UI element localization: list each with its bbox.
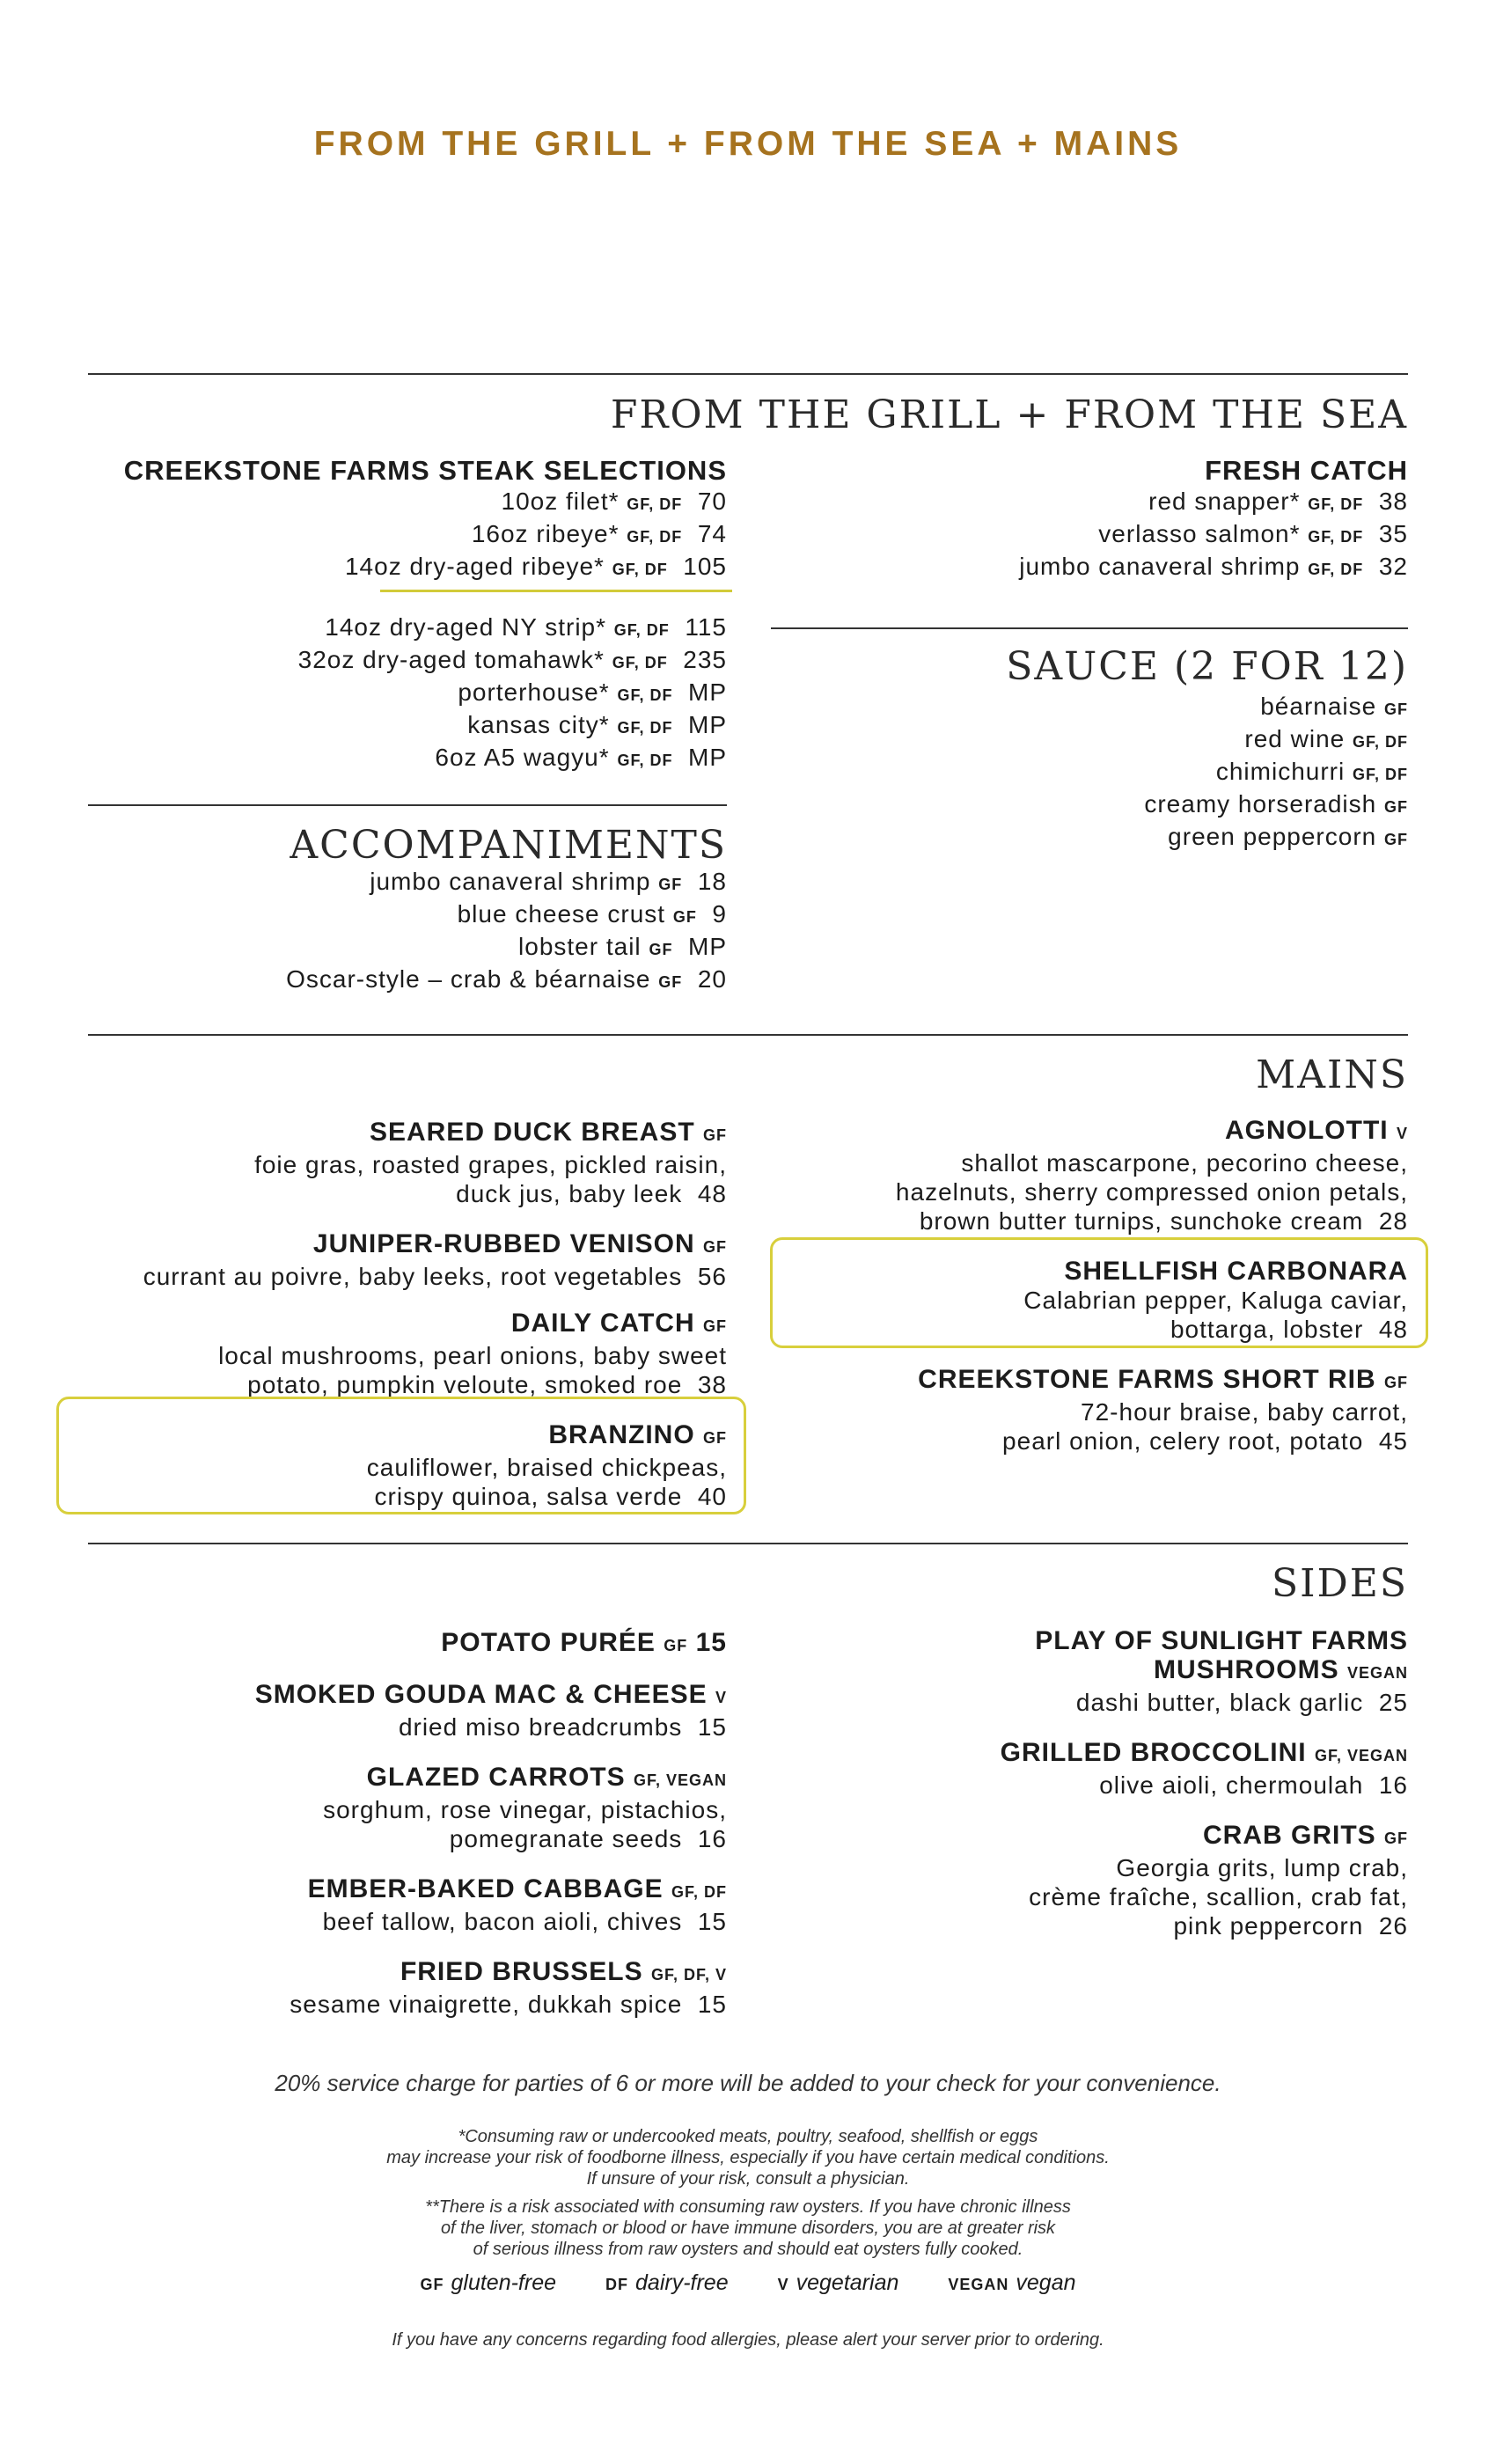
main-dish-desc-text: pearl onion, celery root, potato (1002, 1427, 1364, 1455)
accompaniment-item-price: MP (688, 933, 727, 960)
side-dish-tags: GF (664, 1637, 688, 1654)
sauce-item-name: red wine (1244, 725, 1346, 752)
side-dish-price: 15 (697, 1713, 727, 1741)
side-dish-desc (704, 1688, 1408, 1717)
main-dish-desc (704, 1206, 1408, 1236)
steak-item-tags: GF, DF (617, 752, 673, 769)
sides-rule (88, 1543, 1408, 1544)
side-dish-desc (5, 1907, 727, 1936)
main-dish-name (5, 1309, 727, 1341)
catch-item-line (739, 487, 1408, 519)
steak-item-line (5, 612, 727, 645)
side-dish-name-text: SMOKED GOUDA MAC & CHEESE (254, 1680, 708, 1709)
steak-selections (5, 456, 727, 775)
main-dish-name-text: BRANZINO (548, 1420, 695, 1449)
catch-item-tags: GF, DF (1308, 528, 1364, 546)
catch-item-line (739, 519, 1408, 552)
accompaniment-item-price: 18 (697, 868, 727, 895)
steak-list-b (5, 612, 727, 775)
side-dish (5, 1680, 727, 1742)
dietary-legend (0, 2270, 1496, 2296)
sauce-heading: SAUCE (2 FOR 12) (1006, 644, 1408, 689)
main-dish-price: 48 (1378, 1316, 1408, 1343)
steak-item-tags: GF, DF (617, 686, 673, 704)
legend-label: vegan (1016, 2270, 1076, 2295)
side-dish (5, 1628, 727, 1661)
main-dish-tags: GF (703, 1317, 727, 1335)
main-dish (704, 1365, 1408, 1456)
side-dish (704, 1626, 1408, 1717)
sauce-item-name: green peppercorn (1168, 823, 1377, 850)
legend-label: vegetarian (796, 2270, 899, 2295)
side-dish-desc-text: beef tallow, bacon aioli, chives (322, 1908, 683, 1935)
steak-item-price: MP (688, 744, 727, 771)
service-charge-note: 20% service charge for parties of 6 or more will be added to your check for your convenience. (275, 2070, 1221, 2096)
main-dish-price: 48 (697, 1180, 727, 1207)
main-dish-desc-text: crispy quinoa, salsa verde (374, 1483, 683, 1510)
sides-right-column (704, 1626, 1408, 1962)
catch-item-name: verlasso salmon* (1098, 520, 1301, 547)
steak-item-name: porterhouse* (458, 678, 610, 706)
catch-item-price: 35 (1378, 520, 1408, 547)
steak-item-price: MP (688, 711, 727, 738)
main-dish (5, 1309, 727, 1399)
sauce-item-name: béarnaise (1260, 693, 1377, 720)
sauce-item-tags: GF, DF (1353, 733, 1408, 751)
oyster-warning-line: of serious illness from raw oysters and should eat oysters fully cooked. (473, 2240, 1023, 2259)
raw-warning-line: *Consuming raw or undercooked meats, poultry, seafood, shellfish or eggs (458, 2127, 1038, 2146)
accompaniments-heading: ACCOMPANIMENTS (290, 823, 727, 868)
main-dish-desc-text: local mushrooms, pearl onions, baby sweet (218, 1342, 727, 1369)
fresh-catch (739, 456, 1408, 584)
side-dish-desc-text: olive aioli, chermoulah (1099, 1771, 1364, 1799)
steak-item-price: 74 (697, 520, 727, 547)
legend-item (948, 2270, 1075, 2295)
side-dish-name-text: GLAZED CARROTS (366, 1763, 626, 1792)
main-dish-tags: GF (703, 1238, 727, 1256)
catch-item-price: 32 (1378, 553, 1408, 580)
side-dish (704, 1738, 1408, 1800)
steak-item-line (5, 552, 727, 584)
main-dish-name-text: JUNIPER-RUBBED VENISON (312, 1229, 695, 1258)
sauce-item-line (739, 724, 1408, 757)
side-dish (5, 1957, 727, 2019)
sides-left-column (5, 1628, 727, 2040)
side-dish-name (5, 1874, 727, 1907)
steak-divider (380, 590, 732, 592)
oyster-warning-line: of the liver, stomach or blood or have immune disorders, you are at greater risk (440, 2218, 1056, 2238)
side-dish-price: 16 (1378, 1771, 1408, 1799)
sauce-item-tags: GF (1384, 798, 1408, 816)
sauce-item-line (739, 757, 1408, 789)
side-dish-desc-text: Georgia grits, lump crab, (1116, 1854, 1408, 1881)
accompaniments-list (5, 867, 727, 997)
side-dish-tags: V (715, 1689, 727, 1706)
main-dish-name-text: CREEKSTONE FARMS SHORT RIB (918, 1365, 1376, 1394)
side-dish-price: 26 (1378, 1912, 1408, 1940)
catch-item-line (739, 552, 1408, 584)
main-dish-desc-text: duck jus, baby leek (456, 1180, 683, 1207)
side-dish-tags: GF, VEGAN (1314, 1747, 1408, 1764)
legend-key: GF (420, 2276, 444, 2293)
side-dish-name (5, 1628, 727, 1661)
main-dish-name (5, 1229, 727, 1262)
main-dish-name-text: DAILY CATCH (510, 1309, 695, 1338)
main-dish-price: 28 (1378, 1207, 1408, 1235)
side-dish-name-text: CRAB GRITS (1202, 1821, 1376, 1850)
accompaniment-item-price: 20 (697, 965, 727, 993)
steak-item-line (5, 645, 727, 678)
branzino-highlight (56, 1397, 746, 1514)
main-dish-desc (5, 1370, 727, 1399)
main-dish-tags: GF (703, 1126, 727, 1144)
main-dish-desc (704, 1148, 1408, 1177)
legend-key: VEGAN (948, 2276, 1009, 2293)
raw-warning-line: may increase your risk of foodborne illness, especially if you have certain medical conditions. (386, 2148, 1110, 2167)
side-dish-name (704, 1821, 1408, 1853)
steak-heading: CREEKSTONE FARMS STEAK SELECTIONS (123, 455, 727, 486)
side-dish-price: 16 (697, 1825, 727, 1852)
sauce-item-line (739, 822, 1408, 854)
legend-key: V (777, 2276, 789, 2293)
side-dish-desc (5, 1795, 727, 1824)
main-dish-price: 45 (1378, 1427, 1408, 1455)
steak-item-tags: GF, DF (613, 621, 670, 639)
raw-warning-line: If unsure of your risk, consult a physician. (586, 2169, 910, 2189)
accompaniment-item-tags: GF (672, 908, 697, 926)
page-title: FROM THE GRILL + FROM THE SEA + MAINS (313, 125, 1183, 163)
side-dish-name (5, 1680, 727, 1712)
grill-top-rule (88, 373, 1408, 375)
main-dish-desc (5, 1341, 727, 1370)
main-dish-desc-text: Calabrian pepper, Kaluga caviar, (1023, 1287, 1408, 1314)
side-dish-desc (704, 1853, 1408, 1882)
steak-item-price: 105 (683, 553, 727, 580)
main-dish-price: 40 (697, 1483, 727, 1510)
side-dish-name-text: GRILLED BROCCOLINI (1000, 1738, 1307, 1767)
main-dish-price: 38 (697, 1371, 727, 1398)
accompaniment-item-line (5, 964, 727, 997)
accompaniment-item-tags: GF (649, 941, 673, 958)
steak-item-name: 14oz dry-aged ribeye* (344, 553, 605, 580)
steak-item-tags: GF, DF (627, 528, 683, 546)
side-dish-desc (5, 1990, 727, 2019)
accompaniment-item-line (5, 899, 727, 932)
side-dish-desc-text: dried miso breadcrumbs (398, 1713, 683, 1741)
main-dish-name (704, 1365, 1408, 1397)
main-dish (5, 1229, 727, 1291)
steak-item-name: 14oz dry-aged NY strip* (325, 613, 607, 641)
side-dish-desc (5, 1824, 727, 1853)
side-dish-desc (5, 1712, 727, 1742)
side-dish (5, 1874, 727, 1936)
side-dish-name-text: FRIED BRUSSELS (400, 1957, 643, 1986)
sauce-item-line (739, 789, 1408, 822)
main-dish-desc (704, 1426, 1408, 1456)
side-dish-tags: GF, VEGAN (633, 1771, 727, 1789)
side-dish-price: 15 (695, 1628, 727, 1657)
sauce-item-tags: GF, DF (1353, 766, 1408, 783)
side-dish (704, 1821, 1408, 1940)
side-dish-name (5, 1957, 727, 1990)
steak-list-a (5, 487, 727, 584)
steak-item-name: 32oz dry-aged tomahawk* (297, 646, 605, 673)
sides-heading: SIDES (1271, 1561, 1408, 1606)
accompaniment-item-name: blue cheese crust (457, 900, 666, 928)
accompaniments-rule (88, 804, 727, 806)
steak-item-name: kansas city* (467, 711, 610, 738)
steak-item-name: 10oz filet* (501, 488, 620, 515)
main-dish-name-text: SHELLFISH CARBONARA (1064, 1257, 1408, 1286)
main-dish-desc-text: brown butter turnips, sunchoke cream (919, 1207, 1364, 1235)
main-dish-desc (704, 1397, 1408, 1426)
main-dish-tags: V (1396, 1125, 1408, 1142)
steak-item-line (5, 519, 727, 552)
sauce-item-name: creamy horseradish (1144, 790, 1377, 818)
main-dish-desc-text: cauliflower, braised chickpeas, (366, 1454, 727, 1481)
accompaniment-item-line (5, 867, 727, 899)
main-dish-desc (5, 1179, 727, 1208)
catch-item-name: red snapper* (1148, 488, 1301, 515)
catch-item-tags: GF, DF (1308, 561, 1364, 578)
side-dish-price: 15 (697, 1908, 727, 1935)
main-dish-tags: GF (1384, 1374, 1408, 1391)
main-dish-desc-text: bottarga, lobster (1170, 1316, 1364, 1343)
accompaniment-item-tags: GF (658, 876, 683, 893)
sauce-item-tags: GF (1384, 831, 1408, 848)
steak-item-line (5, 710, 727, 743)
side-dish-desc-text: pink peppercorn (1173, 1912, 1364, 1940)
side-dish-name (704, 1626, 1408, 1655)
legend-key: DF (605, 2276, 629, 2293)
sauce-item-tags: GF (1384, 700, 1408, 718)
legend-item (420, 2270, 556, 2295)
main-dish-desc (5, 1262, 727, 1291)
catch-item-name: jumbo canaveral shrimp (1019, 553, 1301, 580)
sauce-item-name: chimichurri (1215, 758, 1346, 785)
accompaniment-item-name: jumbo canaveral shrimp (370, 868, 651, 895)
accompaniment-item-line (5, 932, 727, 964)
side-dish-name-text: POTATO PURÉE (441, 1628, 656, 1657)
main-dish-desc-text: currant au poivre, baby leeks, root vegetables (143, 1263, 683, 1290)
oyster-warning (0, 2196, 1496, 2260)
raw-food-warning (0, 2126, 1496, 2189)
side-dish-price: 25 (1378, 1689, 1408, 1716)
main-dish (704, 1116, 1408, 1236)
main-dish-tags: GF (703, 1429, 727, 1447)
steak-item-name: 16oz ribeye* (471, 520, 620, 547)
main-dish-desc-text: 72-hour braise, baby carrot, (1081, 1398, 1408, 1426)
sauce-item-line (739, 692, 1408, 724)
side-dish-desc (704, 1911, 1408, 1940)
legend-label: dairy-free (635, 2270, 729, 2295)
steak-item-line (5, 487, 727, 519)
main-dish-name-text: AGNOLOTTI (1224, 1116, 1389, 1145)
main-dish-desc (704, 1177, 1408, 1206)
main-dish (5, 1118, 727, 1208)
sauce-rule (771, 627, 1408, 629)
steak-item-tags: GF, DF (612, 654, 668, 671)
steak-item-name: 6oz A5 wagyu* (435, 744, 610, 771)
side-dish-desc-text: sesame vinaigrette, dukkah spice (290, 1991, 683, 2018)
side-dish-desc-text: dashi butter, black garlic (1075, 1689, 1364, 1716)
side-dish-tags: VEGAN (1346, 1664, 1408, 1682)
steak-item-price: 70 (697, 488, 727, 515)
main-dish-name (5, 1118, 727, 1150)
sauce-list (739, 692, 1408, 854)
steak-item-tags: GF, DF (612, 561, 668, 578)
grill-heading: FROM THE GRILL + FROM THE SEA (610, 392, 1408, 437)
side-dish-desc-text: pomegranate seeds (449, 1825, 683, 1852)
legend-item (605, 2270, 729, 2295)
oyster-warning-line: **There is a risk associated with consuming raw oysters. If you have chronic illness (425, 2197, 1071, 2217)
mains-rule (88, 1034, 1408, 1036)
side-dish-tags: GF (1384, 1830, 1408, 1847)
catch-item-tags: GF, DF (1308, 495, 1364, 513)
fresh-catch-heading: FRESH CATCH (1205, 455, 1408, 486)
accompaniment-item-name: lobster tail (518, 933, 642, 960)
steak-item-price: 115 (685, 613, 727, 641)
side-dish-name-text: MUSHROOMS (1153, 1655, 1339, 1684)
main-dish-name-text: SEARED DUCK BREAST (369, 1118, 695, 1147)
steak-item-line (5, 743, 727, 775)
side-dish-tags: GF, DF, V (650, 1966, 727, 1984)
side-dish-name-text: EMBER-BAKED CABBAGE (307, 1874, 664, 1903)
side-dish (5, 1763, 727, 1853)
main-dish-desc-text: foie gras, roasted grapes, pickled raisin, (254, 1151, 727, 1178)
side-dish-desc (704, 1882, 1408, 1911)
side-dish-price: 15 (697, 1991, 727, 2018)
side-dish-desc-text: sorghum, rose vinegar, pistachios, (323, 1796, 727, 1823)
side-dish-name (704, 1738, 1408, 1771)
side-dish-desc (704, 1771, 1408, 1800)
accompaniment-item-tags: GF (658, 973, 683, 991)
main-dish-desc-text: potato, pumpkin veloute, smoked roe (247, 1371, 683, 1398)
steak-item-tags: GF, DF (617, 719, 673, 737)
steak-item-tags: GF, DF (627, 495, 683, 513)
steak-item-line (5, 678, 727, 710)
steak-item-price: MP (688, 678, 727, 706)
catch-item-price: 38 (1378, 488, 1408, 515)
main-dish-name (704, 1116, 1408, 1148)
accompaniment-item-price: 9 (712, 900, 727, 928)
main-dish-desc-text: shallot mascarpone, pecorino cheese, (961, 1149, 1408, 1177)
legend-item (778, 2270, 899, 2295)
legend-label: gluten-free (451, 2270, 557, 2295)
mains-heading: MAINS (1256, 1052, 1408, 1097)
side-dish-name (704, 1655, 1408, 1688)
steak-item-price: 235 (683, 646, 727, 673)
side-dish-name (5, 1763, 727, 1795)
main-dish-price: 56 (697, 1263, 727, 1290)
main-dish-desc (5, 1150, 727, 1179)
side-dish-tags: GF, DF (671, 1883, 727, 1901)
carbonara-highlight (770, 1237, 1428, 1348)
side-dish-name-text: PLAY OF SUNLIGHT FARMS (1035, 1626, 1408, 1655)
allergy-note: If you have any concerns regarding food allergies, please alert your server prior to ordering. (392, 2330, 1104, 2350)
main-dish-desc-text: hazelnuts, sherry compressed onion petals, (895, 1178, 1408, 1206)
accompaniment-item-name: Oscar-style – crab & béarnaise (286, 965, 651, 993)
side-dish-desc-text: crème fraîche, scallion, crab fat, (1029, 1883, 1408, 1910)
